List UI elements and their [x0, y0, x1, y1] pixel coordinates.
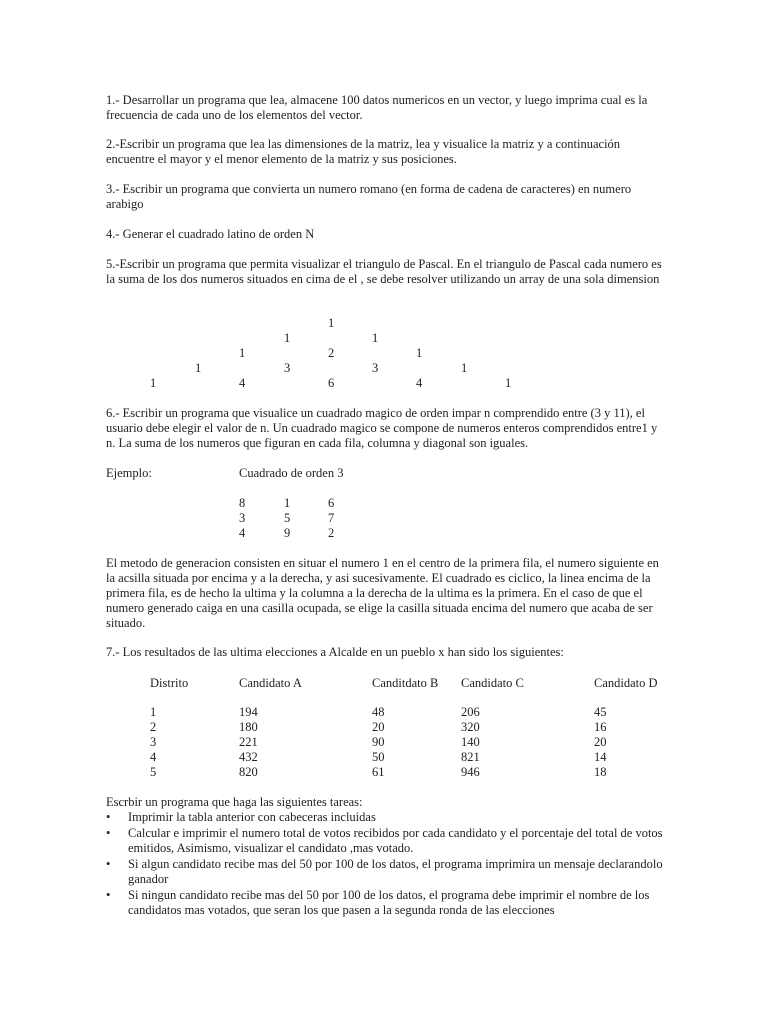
table-cell: 180 — [239, 720, 258, 734]
exercise-5: 5.-Escribir un programa que permita visualizar el triangulo de Pascal. En el triangulo de Pascal cada numero es la suma de los dos numeros situados en cima de el , se debe resolver utilizando un array de una sola dimension — [106, 257, 662, 286]
pascal-cell: 3 — [372, 361, 379, 375]
table-cell: 48 — [372, 705, 385, 719]
pascal-cell: 4 — [239, 376, 246, 390]
magic-cell: 8 — [239, 496, 246, 510]
magic-cell: 2 — [328, 526, 335, 540]
magic-cell: 1 — [284, 496, 291, 510]
task-text: Imprimir la tabla anterior con cabeceras incluidas — [128, 810, 376, 824]
exercise-2: 2.-Escribir un programa que lea las dimensiones de la matriz, lea y visualice la matriz y a continuación encuentre el mayor y el menor elemento de la matriz y sus posiciones. — [106, 137, 621, 166]
table-cell: 4 — [150, 750, 157, 764]
magic-cell: 5 — [284, 511, 291, 525]
table-cell: 821 — [461, 750, 480, 764]
bullet-icon: • — [106, 888, 111, 902]
table-cell: 20 — [594, 735, 607, 749]
table-cell: 16 — [594, 720, 607, 734]
bullet-icon: • — [106, 826, 111, 840]
magic-cell: 3 — [239, 511, 246, 525]
task-list — [106, 810, 666, 919]
magic-cell: 4 — [239, 526, 246, 540]
table-cell: 50 — [372, 750, 385, 764]
pascal-cell: 1 — [328, 316, 335, 330]
table-cell: 206 — [461, 705, 480, 719]
exercise-3: 3.- Escribir un programa que convierta un numero romano (en forma de cadena de caracteres) en numero arabigo — [106, 182, 632, 211]
magic-cell: 9 — [284, 526, 291, 540]
exercise-7: 7.- Los resultados de las ultima elecciones a Alcalde en un pueblo x han sido los siguientes: — [106, 645, 564, 659]
table-cell: 45 — [594, 705, 607, 719]
table-cell: 18 — [594, 765, 607, 779]
magic-cell: 6 — [328, 496, 335, 510]
table-cell: 194 — [239, 705, 258, 719]
table-header: Distrito — [150, 676, 189, 690]
table-cell: 2 — [150, 720, 157, 734]
table-cell: 820 — [239, 765, 258, 779]
table-cell: 61 — [372, 765, 385, 779]
pascal-cell: 3 — [284, 361, 291, 375]
table-cell: 90 — [372, 735, 385, 749]
list-item — [106, 888, 666, 918]
magic-cell: 7 — [328, 511, 335, 525]
example-title: Cuadrado de orden 3 — [239, 466, 344, 480]
table-header: Canditdato B — [372, 676, 439, 690]
pascal-cell: 1 — [284, 331, 291, 345]
table-cell: 946 — [461, 765, 480, 779]
task-text: Calcular e imprimir el numero total de votos recibidos por cada candidato y el porcentaje del total de votos emitidos, Asimismo, visualizar el candidato ,mas votado. — [128, 826, 663, 855]
table-cell: 221 — [239, 735, 258, 749]
exercise-6: 6.- Escribir un programa que visualice un cuadrado magico de orden impar n comprendido entre (3 y 11), el usuario debe elegir el valor de n. Un cuadrado magico se compone de numeros enteros comprendidos entre1 y n. La suma de los numeros que figuran en cada fila, columna y diagonal son iguales. — [106, 406, 658, 450]
pascal-cell: 1 — [195, 361, 202, 375]
task-text: Si algun candidato recibe mas del 50 por 100 de los datos, el programa imprimira un mensaje declarandolo ganador — [128, 857, 663, 886]
table-cell: 140 — [461, 735, 480, 749]
list-item — [106, 810, 666, 825]
table-cell: 3 — [150, 735, 157, 749]
table-cell: 14 — [594, 750, 607, 764]
table-cell: 5 — [150, 765, 157, 779]
exercise-4: 4.- Generar el cuadrado latino de orden N — [106, 227, 315, 241]
table-header: Candidato A — [239, 676, 302, 690]
pascal-cell: 1 — [150, 376, 157, 390]
table-cell: 1 — [150, 705, 157, 719]
table-cell: 20 — [372, 720, 385, 734]
list-item — [106, 826, 666, 856]
pascal-cell: 1 — [239, 346, 246, 360]
method-description: El metodo de generacion consisten en situar el numero 1 en el centro de la primera fila, el numero siguiente en la acsilla situada por encima y a la derecha, y asi sucesivamente. El cuadrado es ciclico, la linea encima de la primera fila, es de hecho la ultima y la columna a la derecha de la ultima es la primera. En el caso de que el numero generado caiga en una casilla ocupada, se elige la casilla situada encima del numero que acaba de ser situado. — [106, 556, 659, 630]
example-label: Ejemplo: — [106, 466, 152, 480]
list-item — [106, 857, 666, 887]
table-header: Candidato C — [461, 676, 524, 690]
pascal-cell: 6 — [328, 376, 335, 390]
pascal-cell: 1 — [461, 361, 468, 375]
tasks-intro: Escrbir un programa que haga las siguientes tareas: — [106, 795, 363, 809]
pascal-cell: 2 — [328, 346, 335, 360]
task-text: Si ningun candidato recibe mas del 50 por 100 de los datos, el programa debe imprimir el nombre de los candidatos mas votados, que seran los que pasen a la segunda ronda de las elecciones — [128, 888, 650, 917]
pascal-cell: 1 — [416, 346, 423, 360]
pascal-cell: 1 — [505, 376, 512, 390]
table-cell: 320 — [461, 720, 480, 734]
exercise-1: 1.- Desarrollar un programa que lea, almacene 100 datos numericos en un vector, y luego imprima cual es la frecuencia de cada uno de los elementos del vector. — [106, 93, 648, 122]
table-cell: 432 — [239, 750, 258, 764]
bullet-icon: • — [106, 810, 111, 824]
table-header: Candidato D — [594, 676, 658, 690]
pascal-cell: 4 — [416, 376, 423, 390]
bullet-icon: • — [106, 857, 111, 871]
pascal-cell: 1 — [372, 331, 379, 345]
